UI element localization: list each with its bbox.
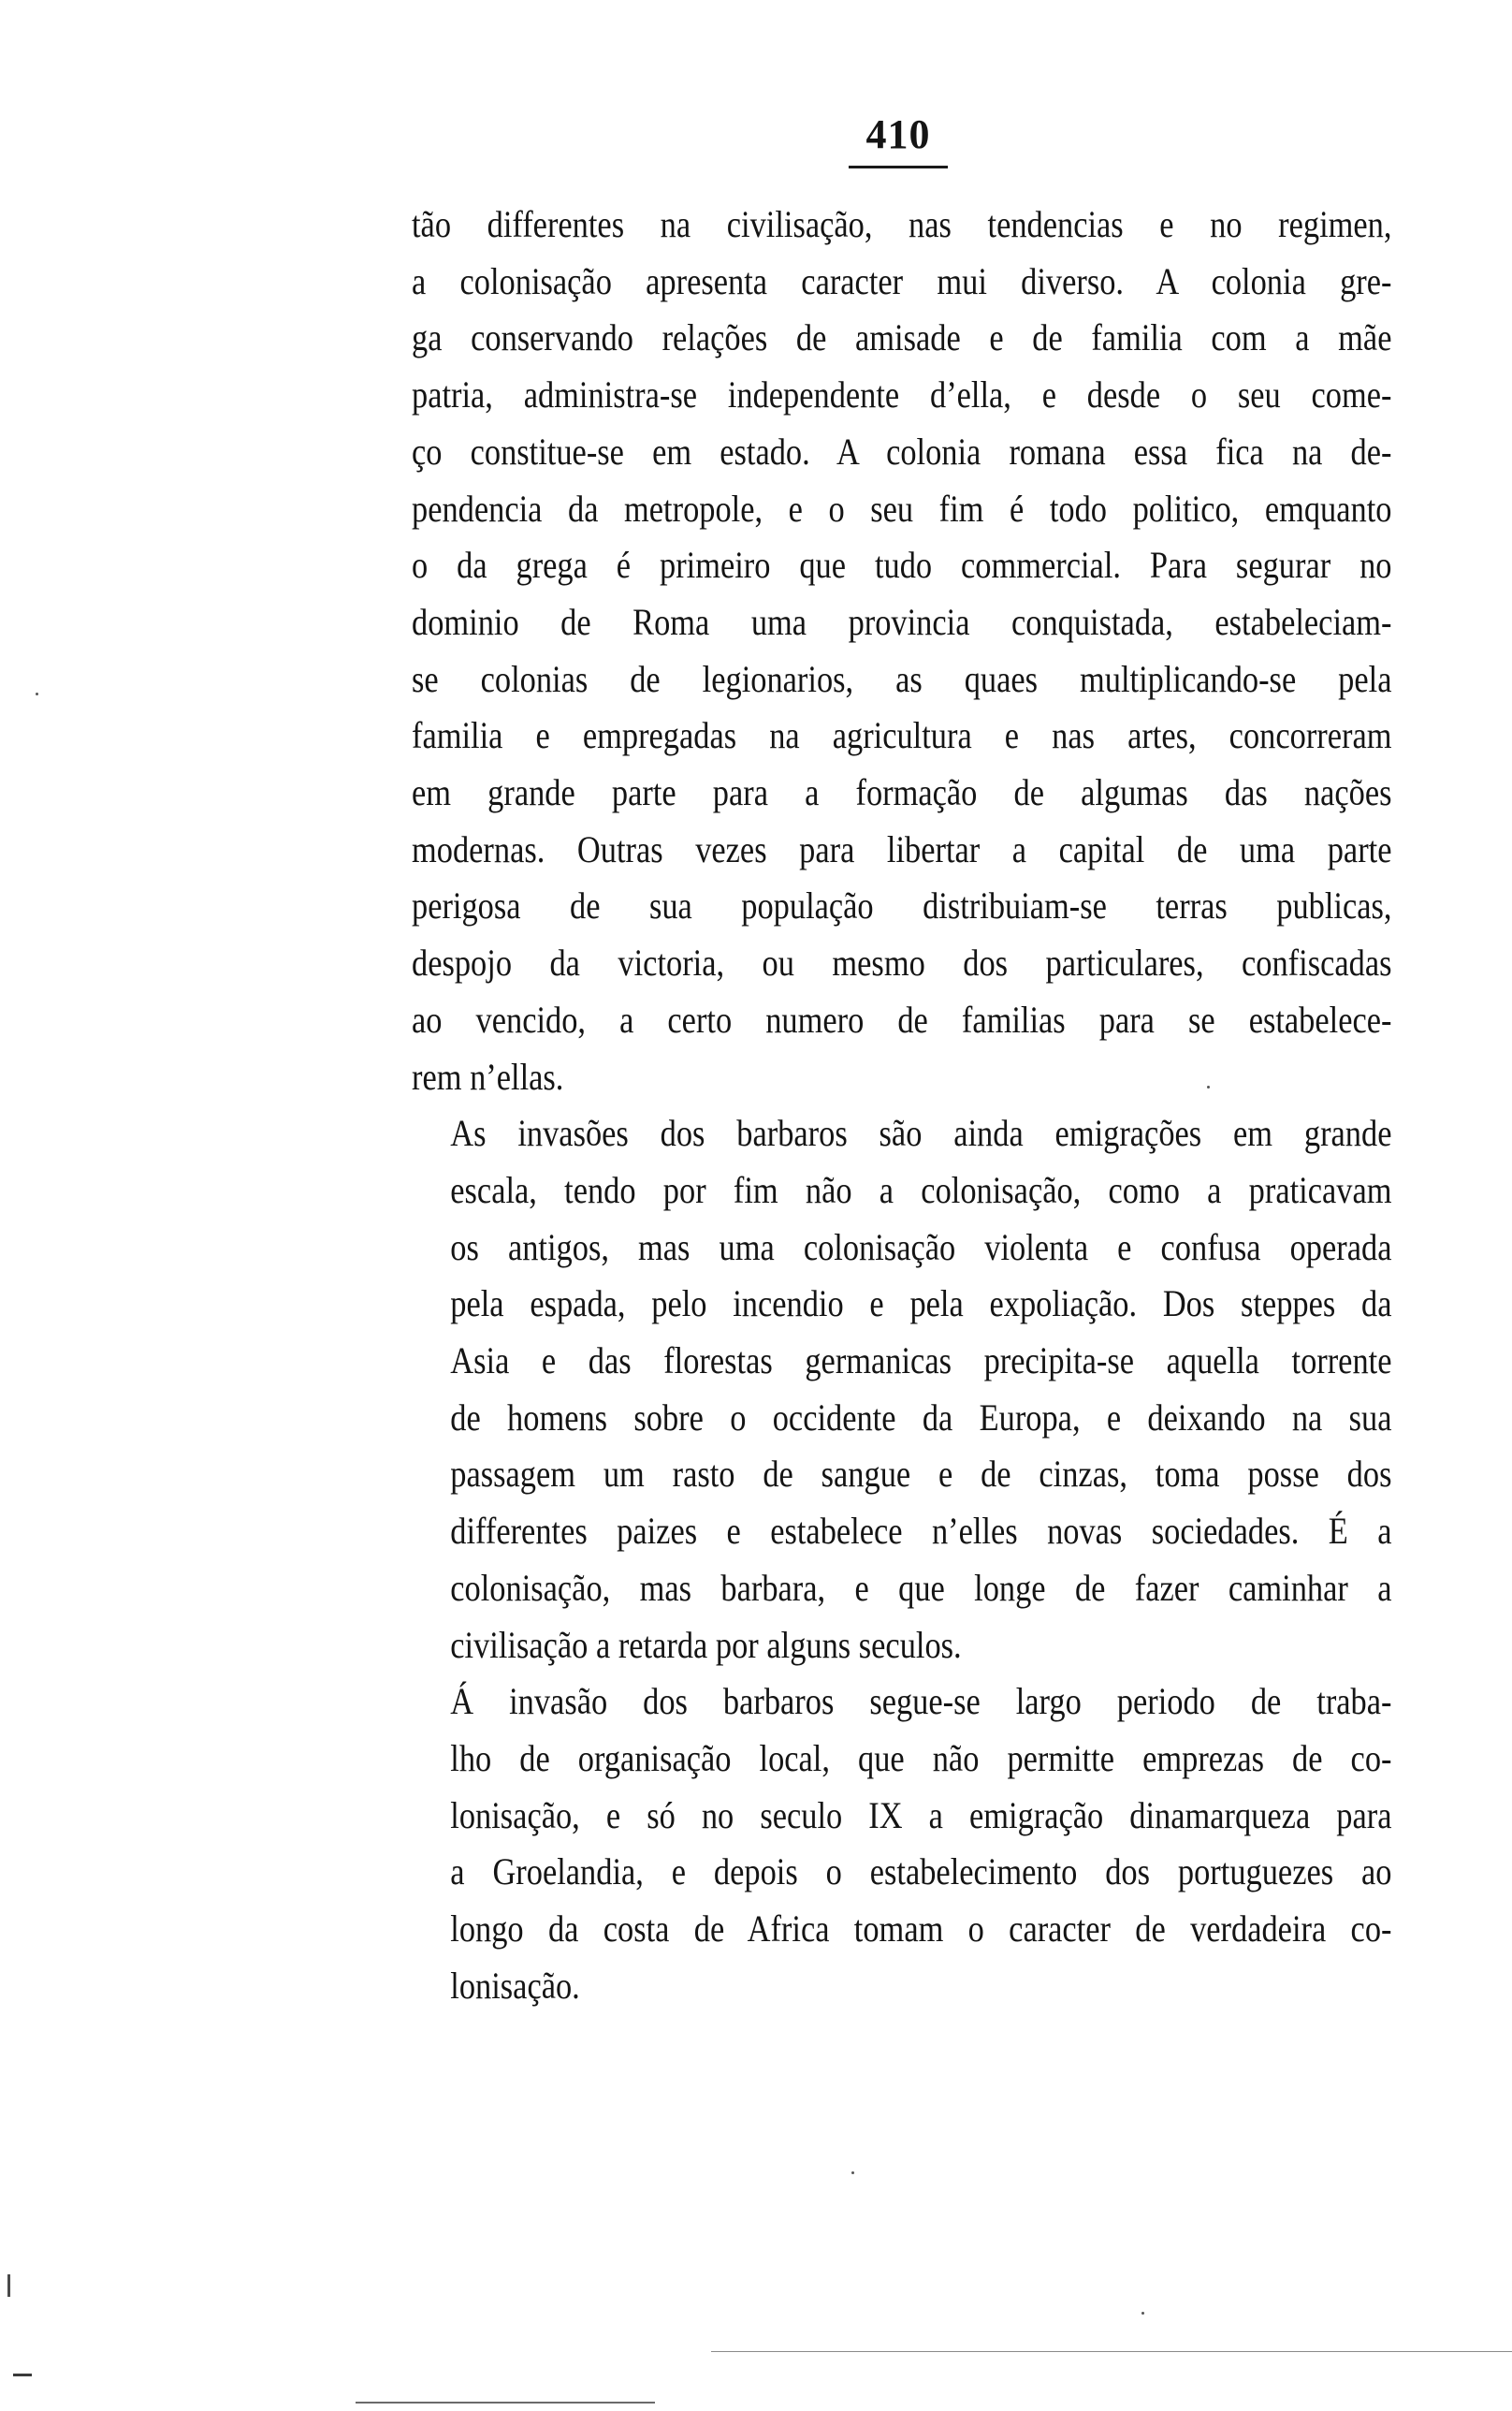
body-text bbox=[412, 197, 1392, 2015]
text-line: a Groelandia, e depois o estabelecimento dos portuguezes ao bbox=[450, 1850, 1392, 1893]
paragraph-1 bbox=[412, 197, 1391, 1105]
text-line: em grande parte para a formação de algumas das nações bbox=[412, 771, 1392, 814]
text-line: escala, tendo por fim não a colonisação, como a praticavam bbox=[450, 1168, 1392, 1211]
text-line: lonisação, e só no seculo IX a emigração dinamarqueza para bbox=[450, 1793, 1392, 1836]
text-line: pendencia da metropole, e o seu fim é todo politico, emquanto bbox=[412, 487, 1392, 530]
text-line: Asia e das florestas germanicas precipita-se aquella torrente bbox=[450, 1339, 1392, 1382]
text-line: modernas. Outras vezes para libertar a capital de uma parte bbox=[412, 827, 1392, 870]
text-line: passagem um rasto de sangue e de cinzas, toma posse dos bbox=[450, 1453, 1392, 1496]
text-line: civilisação a retarda por alguns seculos. bbox=[450, 1623, 962, 1666]
text-line: longo da costa de Africa tomam o caracter de verdadeira co- bbox=[450, 1907, 1392, 1951]
scan-edge-mark bbox=[13, 2374, 32, 2376]
text-line: lonisação. bbox=[450, 1964, 580, 2007]
scan-edge-line bbox=[356, 2402, 655, 2404]
text-line: de homens sobre o occidente da Europa, e deixando na sua bbox=[450, 1395, 1392, 1439]
text-line: o da grega é primeiro que tudo commercial. Para segurar no bbox=[412, 544, 1392, 587]
scan-speck bbox=[1207, 1086, 1210, 1089]
text-line: Á invasão dos barbaros segue-se largo periodo de traba- bbox=[450, 1680, 1392, 1723]
page-number-underline bbox=[849, 166, 948, 168]
text-line: rem n’ellas. bbox=[412, 1055, 564, 1098]
text-line: os antigos, mas uma colonisação violenta e confusa operada bbox=[450, 1225, 1392, 1268]
page-number: 410 bbox=[865, 111, 931, 157]
text-line: patria, administra-se independente d’ella, e desde o seu come- bbox=[412, 373, 1392, 416]
scan-edge-line bbox=[711, 2351, 1512, 2352]
text-line: perigosa de sua população distribuiam-se terras publicas, bbox=[412, 884, 1392, 928]
paragraph-3 bbox=[412, 1673, 1391, 2014]
text-line: ço constitue-se em estado. A colonia romana essa fica na de- bbox=[412, 430, 1392, 473]
scan-speck bbox=[851, 2171, 854, 2174]
text-line: tão differentes na civilisação, nas tendencias e no regimen, bbox=[412, 203, 1392, 245]
text-line: lho de organisação local, que não permitte emprezas de co- bbox=[450, 1736, 1392, 1779]
text-line: ga conservando relações de amisade e de familia com a mãe bbox=[412, 316, 1392, 359]
text-line: a colonisação apresenta caracter mui diverso. A colonia gre- bbox=[412, 259, 1392, 302]
text-line: pela espada, pelo incendio e pela expoliação. Dos steppes da bbox=[450, 1282, 1392, 1325]
scan-edge-mark bbox=[7, 2274, 10, 2297]
text-line: despojo da victoria, ou mesmo dos particulares, confiscadas bbox=[412, 942, 1392, 985]
text-line: As invasões dos barbaros são ainda emigrações em grande bbox=[450, 1112, 1392, 1155]
scan-speck bbox=[1141, 2312, 1144, 2315]
text-line: se colonias de legionarios, as quaes multiplicando-se pela bbox=[412, 657, 1392, 700]
text-line: familia e empregadas na agricultura e nas artes, concorreram bbox=[412, 714, 1392, 757]
paragraph-2 bbox=[412, 1105, 1391, 1673]
text-line: colonisação, mas barbara, e que longe de fazer caminhar a bbox=[450, 1566, 1392, 1609]
text-line: dominio de Roma uma provincia conquistada, estabeleciam- bbox=[412, 600, 1392, 643]
text-line: ao vencido, a certo numero de familias para se estabelece- bbox=[412, 998, 1392, 1041]
text-line: differentes paizes e estabelece n’elles novas sociedades. É a bbox=[450, 1510, 1392, 1553]
scan-speck bbox=[36, 693, 38, 695]
